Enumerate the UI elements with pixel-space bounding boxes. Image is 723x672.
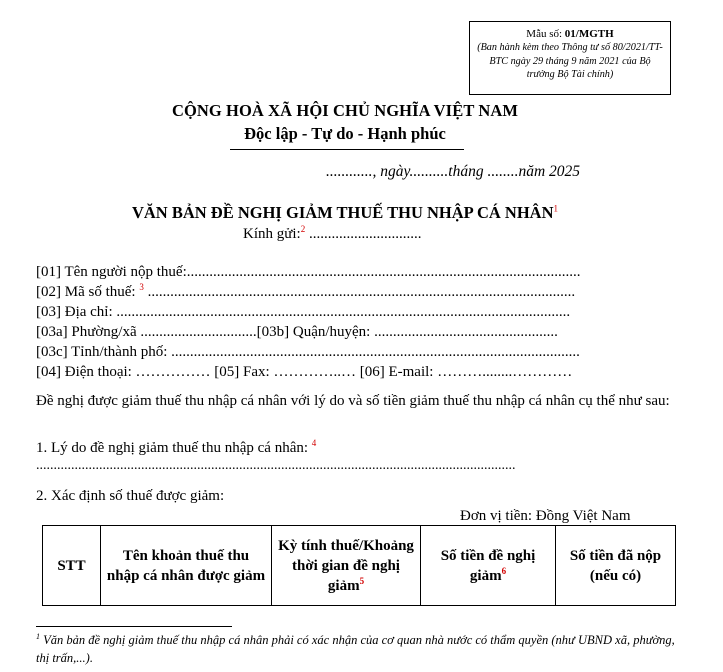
- field-tax-code[interactable]: [02] Mã số thuế: $^3$ ..................................................................................................................: [36, 282, 576, 300]
- footnote-ref: 1: [553, 203, 559, 214]
- reason-input-line[interactable]: .........................................................................................................................................: [36, 458, 516, 473]
- field-address[interactable]: [03] Địa chỉ: .........................................................................................................................: [36, 304, 571, 320]
- footnote-ref: 2: [300, 224, 306, 234]
- col-tax-period: Kỳ tính thuế/Khoảng thời gian đề nghị giảm$^5$: [272, 526, 421, 606]
- field-contact[interactable]: [04] Điện thoại: …………… [05] Fax: …………..… [06] E-mail: ………........…………: [36, 364, 573, 380]
- table-header-row: [43, 526, 676, 606]
- motto-underline: [230, 149, 464, 150]
- national-title: CỘNG HOÀ XÃ HỘI CHỦ NGHĨA VIỆT NAM: [171, 101, 519, 120]
- addressee-line: Kính gửi:$^2$ ..............................: [243, 224, 422, 242]
- col-amount-requested: Số tiền đề nghị giảm$^6$: [421, 526, 556, 606]
- field-ward-district[interactable]: [03a] Phường/xã ...............................[03b] Quận/huyện: .................................................: [36, 324, 558, 340]
- footnote-ref: 5: [359, 575, 365, 586]
- field-province[interactable]: [03c] Tỉnh/thành phố: .............................................................................................................: [36, 344, 580, 360]
- footnote-separator: [36, 626, 232, 627]
- footnote-1: $^1$ Văn bản đề nghị giảm thuế thu nhập cá nhân phải có xác nhận của cơ quan nhà nước có thẩm quyền (như UBND xã, phường, thị trấn,...).: [36, 631, 675, 665]
- col-income-item: Tên khoản thuế thu nhập cá nhân được giảm: [101, 526, 272, 606]
- col-stt: STT: [43, 526, 101, 606]
- currency-unit-note: Đơn vị tiền: Đồng Việt Nam: [460, 508, 631, 524]
- footnote-ref: 3: [139, 282, 144, 292]
- form-code: Mẫu số: 01/MGTH: [526, 28, 614, 40]
- footnote-ref: 6: [501, 565, 507, 576]
- col-amount-paid: Số tiền đã nộp (nếu có): [556, 526, 676, 606]
- date-line: ............, ngày..........tháng ........năm 2025: [326, 163, 581, 180]
- national-motto: Độc lập - Tự do - Hạnh phúc: [244, 124, 446, 143]
- document-title: VĂN BẢN ĐỀ NGHỊ GIẢM THUẾ THU NHẬP CÁ NHÂN$^1$: [131, 203, 559, 222]
- intro-paragraph: Đề nghị được giảm thuế thu nhập cá nhân với lý do và số tiền giảm thuế thu nhập cá nhân cụ thể như sau:: [36, 393, 670, 409]
- tax-reduction-table: [42, 525, 676, 606]
- footnote-ref: 4: [311, 438, 317, 448]
- section-2-heading: 2. Xác định số thuế được giảm:: [36, 488, 225, 504]
- form-code-box: [469, 21, 671, 95]
- form-issuance-note: (Ban hành kèm theo Thông tư số 80/2021/TT-BTC ngày 29 tháng 9 năm 2021 của Bộ trưởng Bộ Tài chính): [477, 42, 663, 80]
- field-taxpayer-name[interactable]: [01] Tên người nộp thuế:.........................................................................................................: [36, 264, 581, 280]
- section-1-heading: 1. Lý do đề nghị giảm thuế thu nhập cá nhân: $^4$: [36, 438, 317, 456]
- footnote-number: 1: [36, 631, 40, 641]
